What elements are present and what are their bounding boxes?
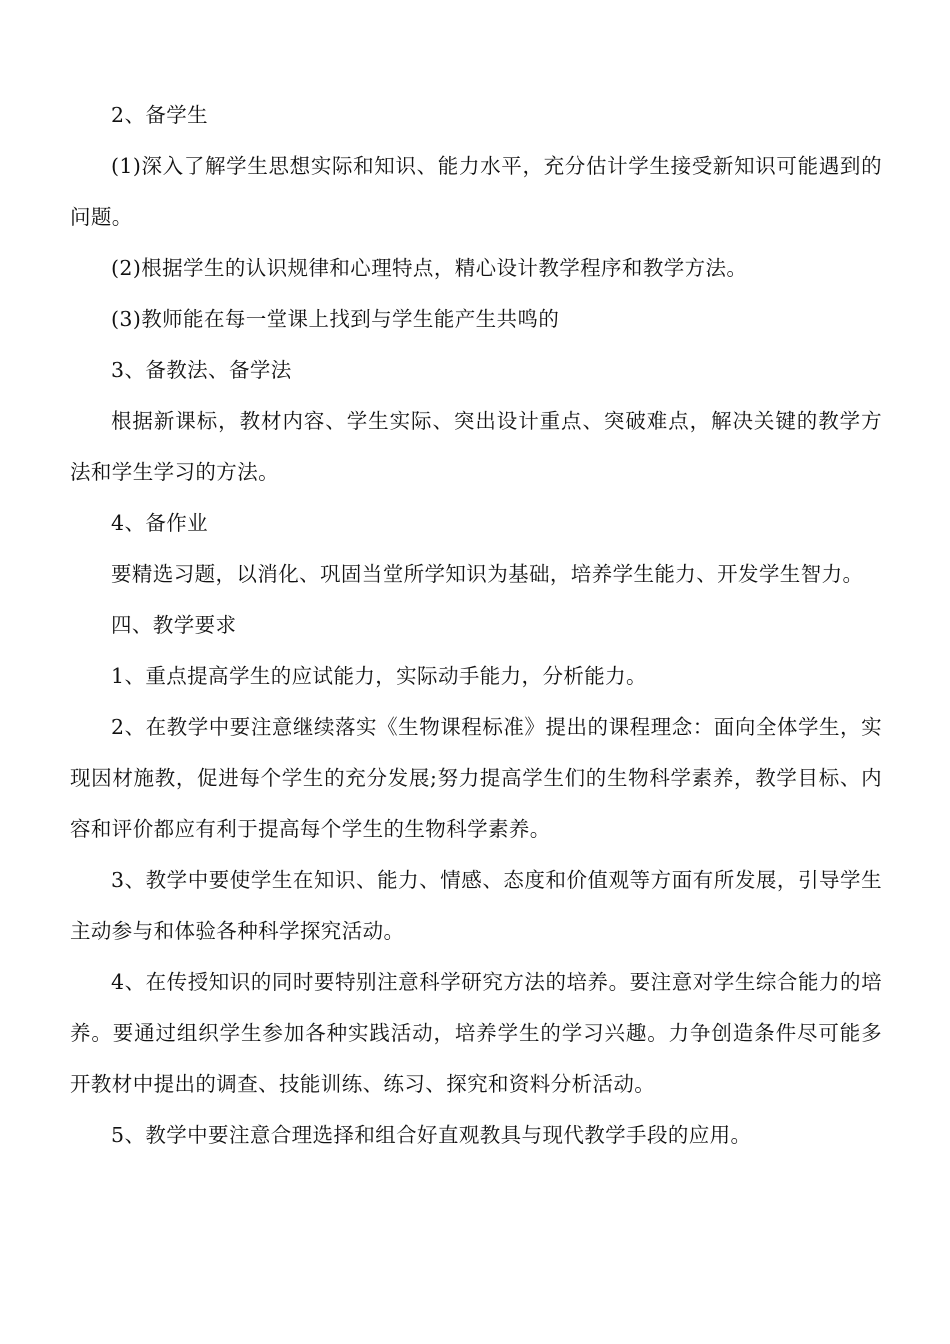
paragraph-item-1: (1)深入了解学生思想实际和知识、能力水平，充分估计学生接受新知识可能遇到的问题。 bbox=[70, 154, 882, 229]
heading-teaching-requirements: 四、教学要求 bbox=[111, 613, 237, 637]
requirement-1: 1、重点提高学生的应试能力，实际动手能力，分析能力。 bbox=[111, 664, 647, 688]
paragraph-methods: 根据新课标，教材内容、学生实际、突出设计重点、突破难点，解决关键的教学方法和学生学习的方法。 bbox=[70, 409, 882, 484]
document-body bbox=[70, 90, 882, 1161]
heading-prepare-homework: 4、备作业 bbox=[111, 511, 209, 535]
heading-prepare-methods: 3、备教法、备学法 bbox=[111, 358, 292, 382]
requirement-4: 4、在传授知识的同时要特别注意科学研究方法的培养。要注意对学生综合能力的培养。要通过组织学生参加各种实践活动，培养学生的学习兴趣。力争创造条件尽可能多开教材中提出的调查、技能训练、练习、探究和资料分析活动。 bbox=[70, 970, 882, 1096]
requirement-2: 2、在教学中要注意继续落实《生物课程标准》提出的课程理念：面向全体学生，实现因材施教，促进每个学生的充分发展;努力提高学生们的生物科学素养，教学目标、内容和评价都应有利于提高每个学生的生物科学素养。 bbox=[70, 715, 882, 841]
paragraph-homework: 要精选习题，以消化、巩固当堂所学知识为基础，培养学生能力、开发学生智力。 bbox=[111, 562, 864, 586]
requirement-3: 3、教学中要使学生在知识、能力、情感、态度和价值观等方面有所发展，引导学生主动参与和体验各种科学探究活动。 bbox=[70, 868, 882, 943]
paragraph-item-3: (3)教师能在每一堂课上找到与学生能产生共鸣的 bbox=[111, 307, 560, 331]
requirement-5: 5、教学中要注意合理选择和组合好直观教具与现代教学手段的应用。 bbox=[111, 1123, 752, 1147]
paragraph-item-2: (2)根据学生的认识规律和心理特点，精心设计教学程序和教学方法。 bbox=[111, 256, 748, 280]
heading-prepare-students: 2、备学生 bbox=[111, 103, 209, 127]
